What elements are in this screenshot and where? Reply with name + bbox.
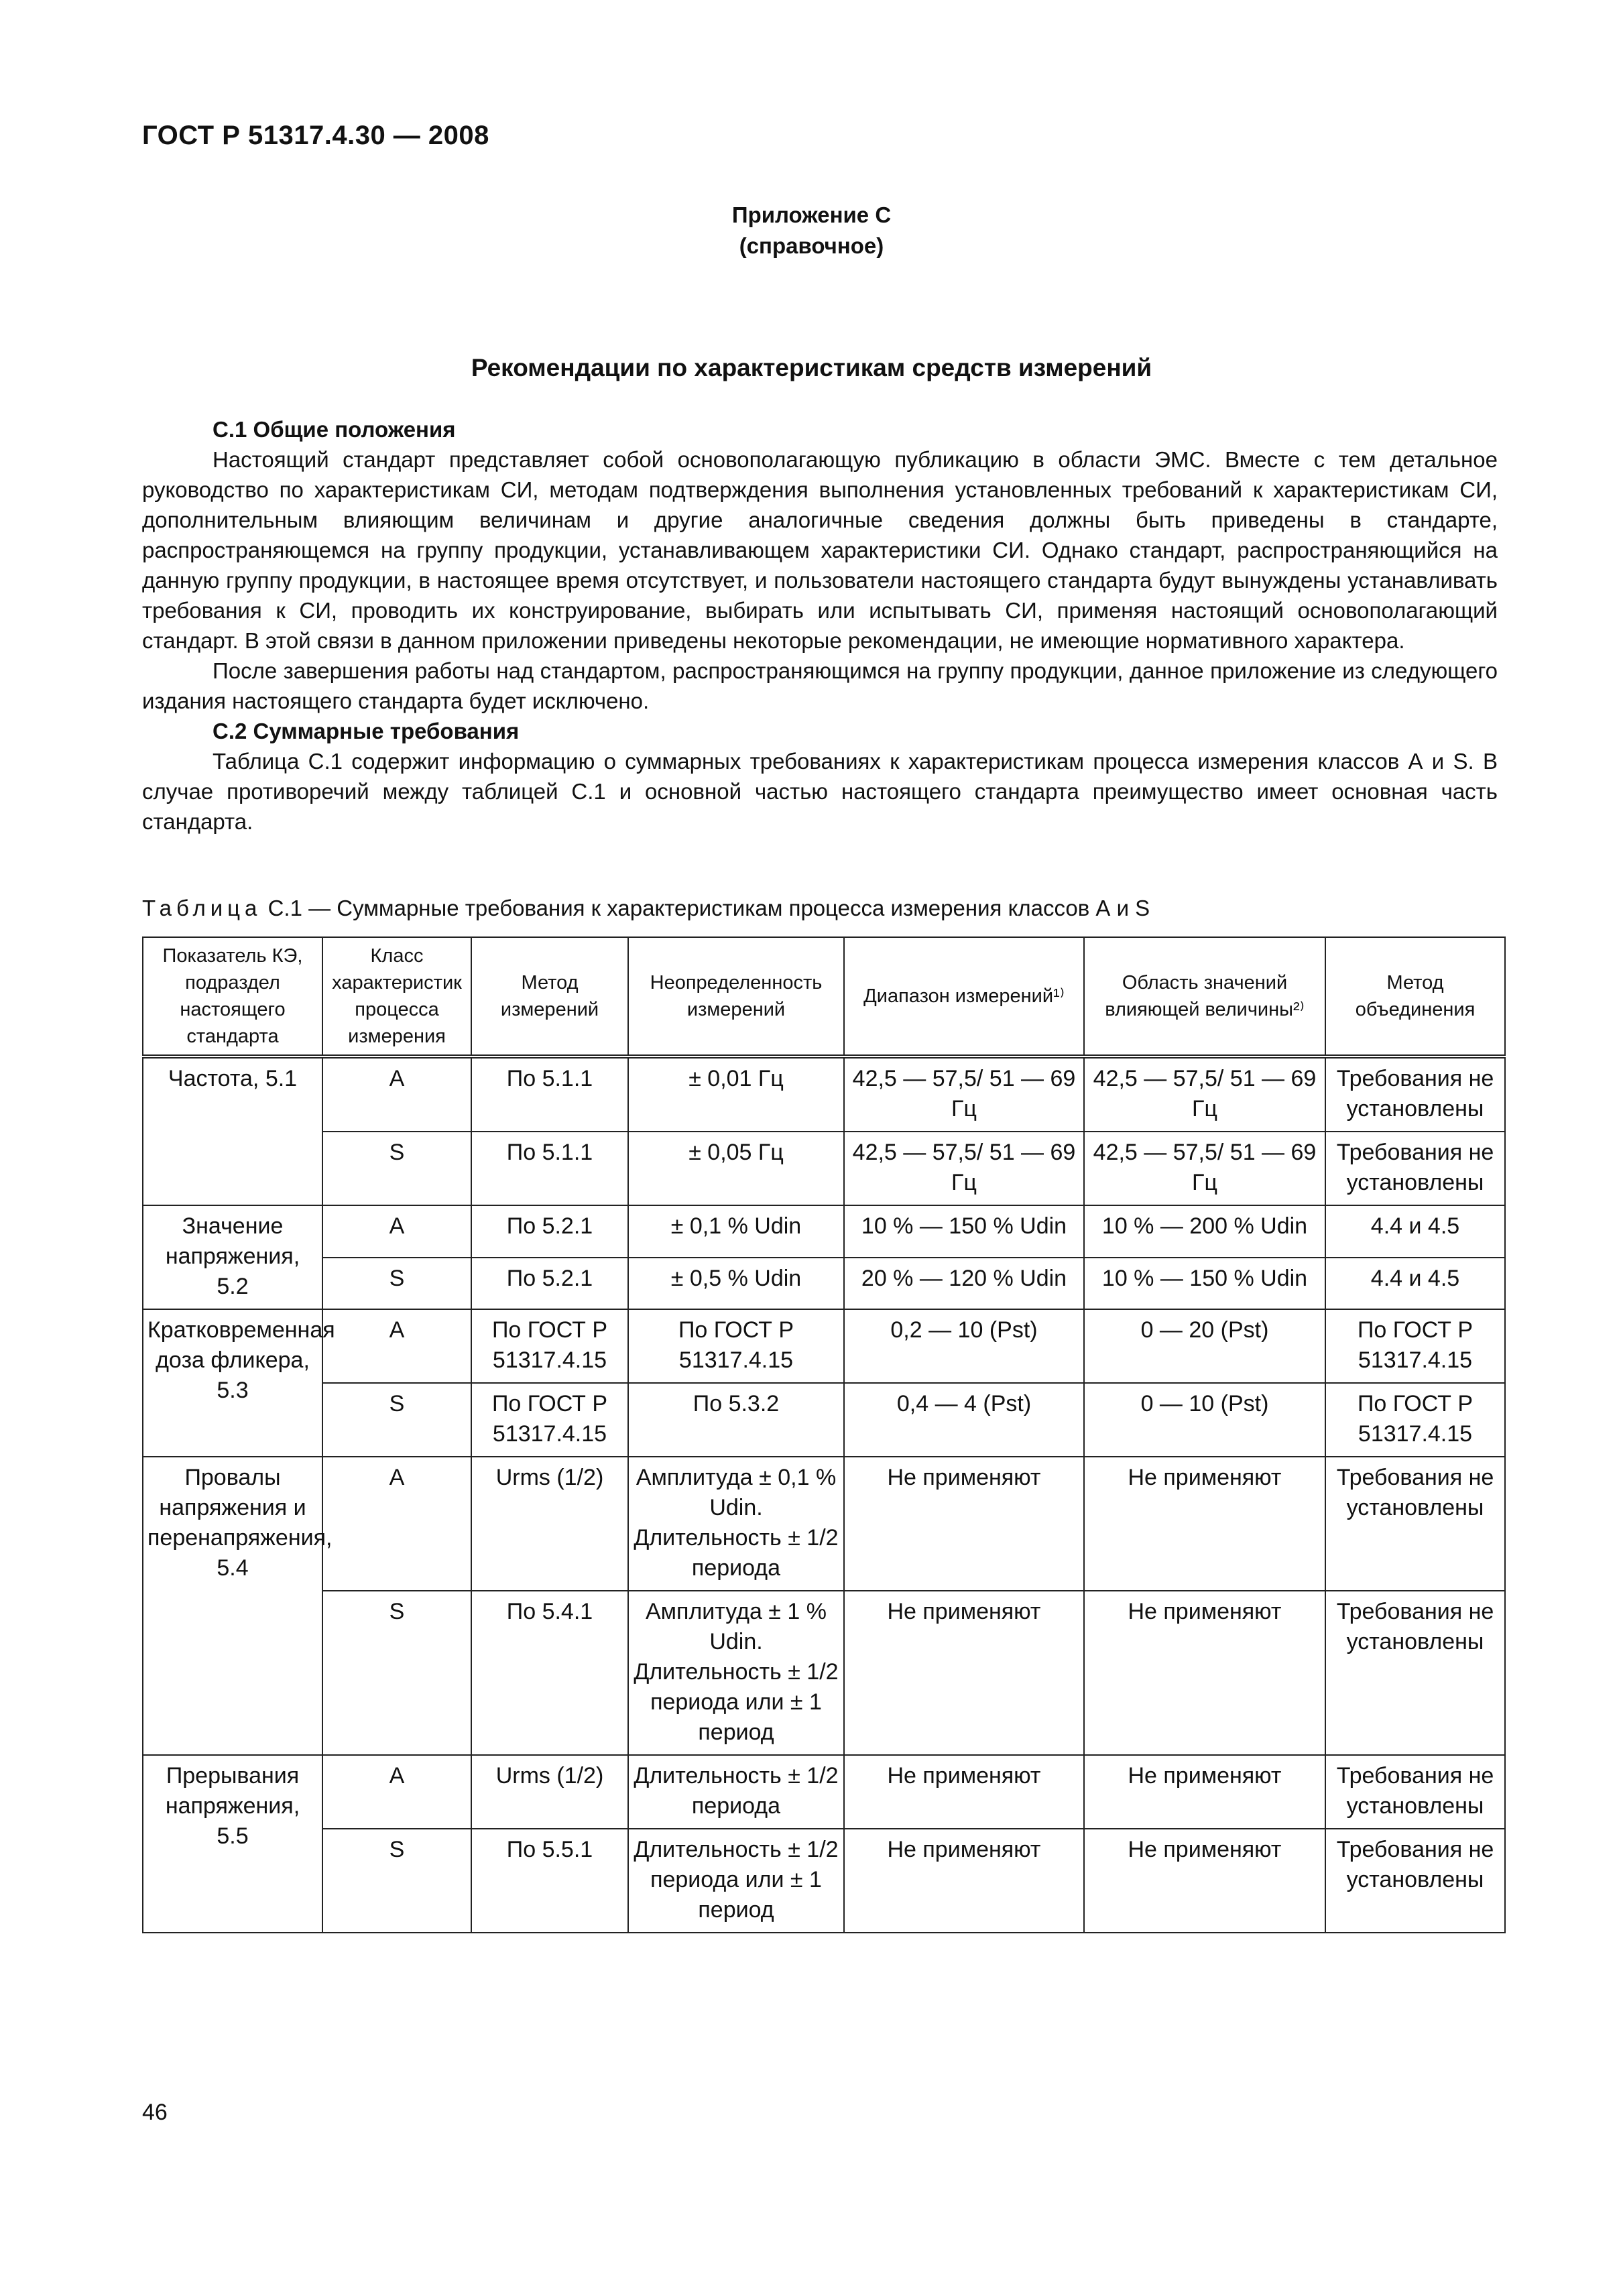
cls-cell: S — [322, 1258, 471, 1310]
unc-cell: ± 0,05 Гц — [628, 1132, 844, 1205]
table-row — [143, 1591, 1505, 1755]
parameter-cell: Прерывания напряжения, 5.5 — [143, 1755, 322, 1933]
range-cell: 10 % — 150 % Udin — [844, 1205, 1084, 1258]
range-cell: 0,4 — 4 (Pst) — [844, 1383, 1084, 1457]
table-header-row — [143, 937, 1505, 1056]
infl-cell: Не применяют — [1084, 1829, 1325, 1933]
table-row — [143, 1755, 1505, 1829]
method-cell: По 5.2.1 — [471, 1258, 628, 1310]
parameter-cell: Провалы напряжения и перенапряжения, 5.4 — [143, 1457, 322, 1755]
column-header: Метод измерений — [471, 937, 628, 1056]
agg-cell: Требования не установлены — [1325, 1132, 1505, 1205]
table-row — [143, 1205, 1505, 1258]
table-row — [143, 1457, 1505, 1591]
method-cell: По 5.5.1 — [471, 1829, 628, 1933]
cls-cell: S — [322, 1383, 471, 1457]
table-row — [143, 1056, 1505, 1132]
table-row — [143, 1258, 1505, 1310]
cls-cell: А — [322, 1056, 471, 1132]
range-cell: 42,5 — 57,5/ 51 — 69 Гц — [844, 1132, 1084, 1205]
section-heading: С.1 Общие положения — [213, 417, 456, 442]
parameter-cell: Значение напряжения, 5.2 — [143, 1205, 322, 1309]
column-header: Показатель КЭ, подраздел настоящего стандарта — [143, 937, 322, 1056]
parameter-cell: Кратковременная доза фликера, 5.3 — [143, 1309, 322, 1457]
column-header: Класс характеристик процесса измерения — [322, 937, 471, 1056]
unc-cell: Длительность ± 1/2 периода — [628, 1755, 844, 1829]
cls-cell: S — [322, 1829, 471, 1933]
appendix-title: Рекомендации по характеристикам средств измерений — [471, 354, 1152, 381]
method-cell: Urms (1/2) — [471, 1755, 628, 1829]
appendix-label: Приложение С — [731, 202, 892, 227]
infl-cell: 42,5 — 57,5/ 51 — 69 Гц — [1084, 1132, 1325, 1205]
column-header: Область значений влияющей величины²⁾ — [1084, 937, 1325, 1056]
range-cell: 20 % — 120 % Udin — [844, 1258, 1084, 1310]
infl-cell: 10 % — 150 % Udin — [1084, 1258, 1325, 1310]
unc-cell: ± 0,01 Гц — [628, 1056, 844, 1132]
infl-cell: 0 — 20 (Pst) — [1084, 1309, 1325, 1383]
unc-cell: ± 0,5 % Udin — [628, 1258, 844, 1310]
section-heading: С.2 Суммарные требования — [213, 719, 520, 743]
paragraph: Таблица С.1 содержит информацию о суммарных требованиях к характеристикам процесса измерения классов А и S. В случае противоречий между таблицей С.1 и основной частью настоящего стандарта преимущество имеет основная часть стандарта. — [142, 749, 1498, 834]
table-row — [143, 1309, 1505, 1383]
paragraph: После завершения работы над стандартом, распространяющимся на группу продукции, данное приложение из следующего издания настоящего стандарта будет исключено. — [142, 658, 1498, 713]
column-header: Диапазон измерений¹⁾ — [844, 937, 1084, 1056]
agg-cell: Требования не установлены — [1325, 1056, 1505, 1132]
paragraph: Настоящий стандарт представляет собой основополагающую публикацию в области ЭМС. Вместе с тем детальное руководство по характеристикам СИ, методам подтверждения выполнения установленных требований к характеристикам СИ, дополнительным влияющим величинам и другие аналогичные сведения должны быть приведены в стандарте, распространяющемся на группу продукции, устанавливающем характеристики СИ. Однако стандарт, распространяющийся на данную группу продукции, в настоящее время отсутствует, и пользователи настоящего стандарта будут вынуждены устанавливать требования к СИ, проводить их конструирование, выбирать или испытывать СИ, применяя настоящий основополагающий стандарт. В этой связи в данном приложении приведены некоторые рекомендации, не имеющие нормативного характера. — [142, 447, 1498, 653]
cls-cell: А — [322, 1457, 471, 1591]
body-text — [142, 414, 1498, 837]
table-caption-text: С.1 — Суммарные требования к характеристикам процесса измерения классов А и S — [267, 896, 1150, 920]
range-cell: 0,2 — 10 (Pst) — [844, 1309, 1084, 1383]
table-row — [143, 1132, 1505, 1205]
agg-cell: 4.4 и 4.5 — [1325, 1205, 1505, 1258]
unc-cell: ± 0,1 % Udin — [628, 1205, 844, 1258]
method-cell: По ГОСТ Р 51317.4.15 — [471, 1309, 628, 1383]
infl-cell: Не применяют — [1084, 1755, 1325, 1829]
agg-cell: Требования не установлены — [1325, 1829, 1505, 1933]
infl-cell: 42,5 — 57,5/ 51 — 69 Гц — [1084, 1056, 1325, 1132]
infl-cell: Не применяют — [1084, 1591, 1325, 1755]
unc-cell: По 5.3.2 — [628, 1383, 844, 1457]
unc-cell: Длительность ± 1/2 периода или ± 1 период — [628, 1829, 844, 1933]
cls-cell: А — [322, 1205, 471, 1258]
method-cell: Urms (1/2) — [471, 1457, 628, 1591]
appendix-type: (справочное) — [739, 233, 884, 258]
table-row — [143, 1829, 1505, 1933]
table-caption-label: Таблица — [142, 896, 262, 920]
method-cell: По 5.2.1 — [471, 1205, 628, 1258]
requirements-table — [142, 936, 1506, 1933]
method-cell: По 5.1.1 — [471, 1056, 628, 1132]
range-cell: Не применяют — [844, 1829, 1084, 1933]
agg-cell: По ГОСТ Р 51317.4.15 — [1325, 1309, 1505, 1383]
cls-cell: S — [322, 1591, 471, 1755]
agg-cell: Требования не установлены — [1325, 1457, 1505, 1591]
range-cell: Не применяют — [844, 1591, 1084, 1755]
cls-cell: А — [322, 1309, 471, 1383]
method-cell: По 5.1.1 — [471, 1132, 628, 1205]
document-header: ГОСТ Р 51317.4.30 — 2008 — [142, 121, 489, 150]
page-number: 46 — [142, 2100, 168, 2125]
range-cell: Не применяют — [844, 1755, 1084, 1829]
infl-cell: 0 — 10 (Pst) — [1084, 1383, 1325, 1457]
range-cell: 42,5 — 57,5/ 51 — 69 Гц — [844, 1056, 1084, 1132]
unc-cell: Амплитуда ± 0,1 % Udin. Длительность ± 1/2 периода — [628, 1457, 844, 1591]
column-header: Неопределенность измерений — [628, 937, 844, 1056]
unc-cell: По ГОСТ Р 51317.4.15 — [628, 1309, 844, 1383]
range-cell: Не применяют — [844, 1457, 1084, 1591]
agg-cell: По ГОСТ Р 51317.4.15 — [1325, 1383, 1505, 1457]
cls-cell: S — [322, 1132, 471, 1205]
parameter-cell: Частота, 5.1 — [143, 1056, 322, 1205]
method-cell: По 5.4.1 — [471, 1591, 628, 1755]
infl-cell: 10 % — 200 % Udin — [1084, 1205, 1325, 1258]
table-row — [143, 1383, 1505, 1457]
agg-cell: Требования не установлены — [1325, 1755, 1505, 1829]
infl-cell: Не применяют — [1084, 1457, 1325, 1591]
cls-cell: А — [322, 1755, 471, 1829]
agg-cell: 4.4 и 4.5 — [1325, 1258, 1505, 1310]
agg-cell: Требования не установлены — [1325, 1591, 1505, 1755]
unc-cell: Амплитуда ± 1 % Udin. Длительность ± 1/2 периода или ± 1 период — [628, 1591, 844, 1755]
table-caption — [142, 896, 1150, 921]
method-cell: По ГОСТ Р 51317.4.15 — [471, 1383, 628, 1457]
column-header: Метод объединения — [1325, 937, 1505, 1056]
